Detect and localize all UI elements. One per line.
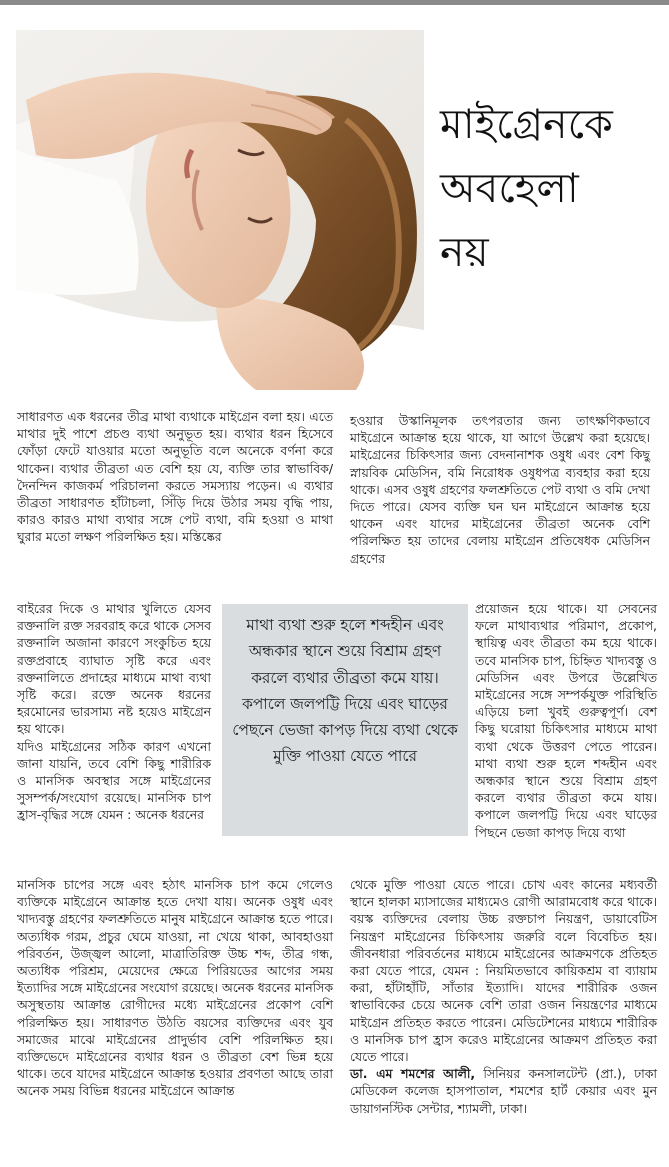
headline-line-3: নয়: [440, 228, 489, 276]
column-2-bottom-text: [350, 876, 657, 1117]
author-name: ডা. এম শমশের আলী,: [350, 1066, 476, 1082]
top-rule: [0, 0, 669, 5]
headline-line-1: মাইগ্রেনকে: [440, 100, 613, 148]
paragraph: সাধারণত এক ধরনের তীব্র মাথা ব্যথাকে মাইগ্রেন বলা হয়। এতে মাথার দুই পাশে প্রচণ্ড ব্যথা অনুভূত হয়। ব্যথার ধরন হিসেবে ফোঁড়া ফেটে যাওয়ার মতো অনুভূতি বলে অনেকে বর্ণনা করে থাকেন। ব্যথার তীব্রতা এত বেশি হয় যে, ব্যক্তি তার স্বাভাবিক/দৈনন্দিন কাজকর্ম পরিচালনা করতে সমস্যায় পড়েন। এ ব্যথার তীব্রতা সাধারণত হাঁটাচলা, সিঁড়ি দিয়ে উঠার সময় বৃদ্ধি পায়, কারও কারও মাথা ব্যথার সঙ্গে পেট ব্যথা, বমি হওয়া ও মাথা ঘুরার মতো লক্ষণ পরিলক্ষিত হয়। মস্তিষ্কের: [17, 409, 333, 545]
paragraph: বাইরের দিকে ও মাথার খুলিতে যেসব রক্তনালি রক্ত সরবরাহ করে থাকে সেসব রক্তনালি অজানা কারণে সংকুচিত হয়ে রক্তপ্রবাহে ব্যাঘাত সৃষ্টি করে এবং রক্তনালিতে প্রদাহের মাধ্যমে মাথা ব্যথা সৃষ্টি করে। রক্তে অনেক ধরনের হরমোনের ভারসাম্য নষ্ট হয়েও মাইগ্রেন হয় থাকে।: [17, 601, 211, 737]
column-2-middle-text: [475, 600, 657, 841]
paragraph: থেকে মুক্তি পাওয়া যেতে পারে। চোখ এবং কানের মধ্যবর্তী স্থানে হালকা ম্যাসাজের মাধ্যমেও রোগী আরামবোধ করে থাকে। বয়স্ক ব্যক্তিদের বেলায় উচ্চ রক্তচাপ নিয়ন্ত্রণ, ডায়াবেটিস নিয়ন্ত্রণ মাইগ্রেনের চিকিৎসায় জরুরি বলে বিবেচিত হয়। জীবনধারা পরিবর্তনের মাধ্যমে মাইগ্রেনের আক্রমণকে প্রতিহত করা যেতে পারে, যেমন : নিয়মিতভাবে কায়িকশ্রম বা ব্যায়াম করা, হাঁটাহাঁটি, সাঁতার ইত্যাদি। যাদের শারীরিক ওজন স্বাভাবিকের চেয়ে অনেক বেশি তারা ওজন নিয়ন্ত্রণের মাধ্যমে মাইগ্রেন প্রতিহত করতে পারেন। মেডিটেশনের মাধ্যমে শারীরিক ও মানসিক চাপ হ্রাস করেও মাইগ্রেনের আক্রমণ প্রতিহত করা যেতে পারে।: [350, 877, 657, 1065]
headline-line-2: অবহেলা: [440, 164, 579, 212]
column-2-top-text: [350, 412, 650, 567]
pull-quote-text: মাথা ব্যথা শুরু হলে শব্দহীন এবং অন্ধকার স্থানে শুয়ে বিশ্রাম গ্রহণ করলে ব্যথার তীব্রতা কমে যায়। কপালে জলপট্টি দিয়ে এবং ঘাড়ের পেছনে ভেজা কাপড় দিয়ে ব্যথা থেকে মুক্তি পাওয়া যেতে পারে: [232, 616, 458, 766]
pull-quote-box: [222, 604, 468, 836]
paragraph: হওয়ার উস্কানিমূলক তৎপরতার জন্য তাৎক্ষণিকভাবে মাইগ্রেনে আক্রান্ত হয়ে থাকে, যা আগে উল্লেখ করা হয়েছে। মাইগ্রেনের চিকিৎসার জন্য বেদনানাশক ওষুধ এবং বেশ কিছু স্নায়বিক মেডিসিন, বমি নিরোধক ওষুধপত্র ব্যবহার করা হয়ে থাকে। এসব ওষুধ গ্রহণের ফলশ্রুতিতে পেট ব্যথা ও বমি দেখা দিতে পারে। যেসব ব্যক্তি ঘন ঘন মাইগ্রেনে আক্রান্ত হয়ে থাকেন এবং যাদের মাইগ্রেনের তীব্রতা অনেক বেশি পরিলক্ষিত হয় তাদের বেলায় মাইগ্রেন প্রতিষেধক মেডিসিন গ্রহণের: [350, 413, 650, 566]
author-details: সিনিয়র কনসালটেন্ট (প্রা.), ঢাকা মেডিকেল কলেজ হাসপাতাল, শমশের হার্ট কেয়ার এবং মুন ডায়াগনস্টিক সেন্টার, শ্যামলী, ঢাকা।: [350, 1066, 657, 1116]
column-1-top-text: [17, 408, 333, 546]
author-byline: [350, 1065, 657, 1117]
paragraph: মানসিক চাপের সঙ্গে এবং হঠাৎ মানসিক চাপ কমে গেলেও ব্যক্তিকে মাইগ্রেনে আক্রান্ত হতে দেখা যায়। অনেক ওষুধ এবং খাদ্যবস্তু গ্রহণের ফলশ্রুতিতে মানুষ মাইগ্রেনে আক্রান্ত হতে পারে। অত্যধিক গরম, প্রচুর ঘেমে যাওয়া, না খেয়ে থাকা, আবহাওয়া পরিবর্তন, উজ্জ্বল আলো, মাত্রাতিরিক্ত উচ্চ শব্দ, তীব্র গন্ধ, অত্যধিক পরিশ্রম, মেয়েদের ক্ষেত্রে পিরিয়ডের আগের সময় ইত্যাদির সঙ্গে মাইগ্রেনের সংযোগ রয়েছে। অনেক ধরনের মানসিক অসুস্থতায় আক্রান্ত রোগীদের মধ্যে মাইগ্রেনের প্রকোপ বেশি পরিলক্ষিত হয়। সাধারণত উঠতি বয়সের ব্যক্তিদের এবং যুব সমাজের মাঝে মাইগ্রেনের প্রাদুর্ভাব বেশি পরিলক্ষিত হয়। ব্যক্তিভেদে মাইগ্রেনের ব্যথার ধরন ও তীব্রতা বেশ ভিন্ন হয়ে থাকে। তবে যাদের মাইগ্রেনে আক্রান্ত হওয়ার প্রবণতা আছে তারা অনেক সময় বিভিন্ন ধরনের মাইগ্রেনে আক্রান্ত: [17, 877, 333, 1099]
article-headline: [440, 92, 665, 284]
paragraph: প্রয়োজন হয়ে থাকে। যা সেবনের ফলে মাথাব্যথার পরিমাণ, প্রকোপ, স্থায়িত্ব এবং তীব্রতা কম হয়ে থাকে। তবে মানসিক চাপ, চিহ্নিত খাদ্যবস্তু ও মেডিসিন এবং উপরে উল্লেখিত মাইগ্রেনের সঙ্গে সম্পর্কযুক্ত পরিস্থিতি এড়িয়ে চলা খুবই গুরুত্বপূর্ণ। বেশ কিছু ঘরোয়া চিকিৎসার মাধ্যমে মাথা ব্যথা থেকে উত্তরণ পেতে পারেন। মাথা ব্যথা শুরু হলে শব্দহীন এবং অন্ধকার স্থানে শুয়ে বিশ্রাম গ্রহণ করলে ব্যথার তীব্রতা কমে যায়। কপালে জলপট্টি দিয়ে এবং ঘাড়ের পিছনে ভেজা কাপড় দিয়ে ব্যথা: [475, 601, 657, 840]
column-1-middle-text: [17, 600, 211, 824]
woman-with-headache-photo: [16, 30, 424, 400]
column-1-bottom-text: [17, 876, 333, 1100]
paragraph: যদিও মাইগ্রেনের সঠিক কারণ এখনো জানা যায়নি, তবে বেশি কিছু শারীরিক ও মানসিক অবস্থার সঙ্গে মাইগ্রেনের সুসম্পর্ক/সংযোগ রয়েছে। মানসিক চাপ হ্রাস-বৃদ্ধির সঙ্গে যেমন : অনেক ধরনের: [17, 738, 211, 823]
